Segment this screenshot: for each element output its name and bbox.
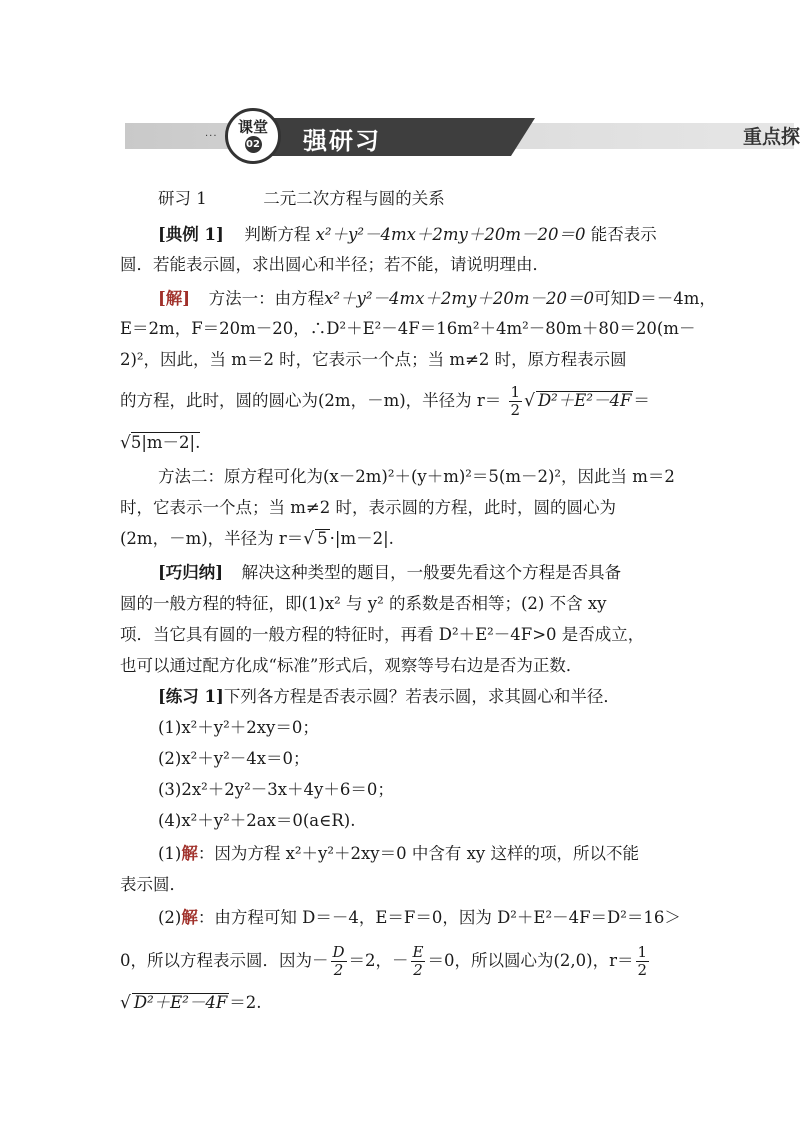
method1-equation: x²＋y²－4mx＋2my＋20m－20＝0	[324, 289, 595, 308]
solution-tag: [解]	[158, 289, 191, 308]
sqrt-icon: √	[120, 433, 131, 453]
answer2-result: ＝2.	[229, 993, 262, 1012]
banner-dots: ···	[205, 131, 218, 142]
example-line-1	[158, 224, 718, 246]
section-title: 二元二次方程与圆的关系	[263, 189, 445, 208]
classroom-badge	[225, 108, 281, 164]
exercise-prompt	[158, 686, 718, 708]
solution-line-1	[158, 288, 718, 310]
radius-value: 5|m－2|.	[130, 433, 201, 452]
frac-numerator: E	[412, 943, 424, 961]
summary-line-1	[158, 562, 718, 584]
answer2-text: ：由方程可知 D＝－4，E＝F＝0，因为 D²＋E²－4F＝D²＝16＞	[197, 908, 681, 927]
answer1-tag: 解	[181, 844, 198, 863]
badge-label: 课堂	[237, 118, 268, 136]
sqrt-content: D²＋E²－4F	[133, 993, 228, 1012]
frac-numerator: 1	[510, 383, 521, 401]
answer2-line-2	[120, 944, 680, 979]
frac-denominator: 2	[510, 401, 521, 419]
answer2-mid2: ＝0，所以圆心为(2,0)，r＝	[427, 951, 634, 970]
summary-line-2: 圆的一般方程的特征，即(1)x² 与 y² 的系数是否相等；(2) 不含 xy	[120, 594, 607, 613]
answer1-line-1	[158, 843, 718, 865]
example-tag: [典例 1]	[158, 225, 224, 244]
example-equation: x²＋y²－4mx＋2my＋20m－20＝0	[315, 225, 586, 244]
answer1-number: (1)	[158, 844, 182, 863]
frac-numerator: 1	[637, 943, 648, 961]
banner-title: 强研习	[303, 127, 381, 155]
banner-right-text: 重点探	[743, 126, 800, 148]
exercise-item: (2)x²＋y²－4x＝0；	[158, 749, 310, 768]
method2-line-2: 时，它表示一个点；当 m≠2 时，表示圆的方程，此时，圆的圆心为	[120, 498, 616, 517]
frac-denominator: 2	[637, 961, 648, 979]
answer2-head: 0，所以方程表示圆．因为－	[120, 951, 329, 970]
exercise-tag: [练习 1]	[158, 687, 224, 706]
exercise-item: (3)2x²＋2y²－3x＋4y＋6＝0；	[158, 780, 394, 799]
method1-label: 方法一：由方程	[208, 289, 325, 308]
exercise-text: 下列各方程是否表示圆？若表示圆，求其圆心和半径．	[223, 687, 620, 706]
method2-tail: ·|m－2|.	[329, 529, 394, 548]
method2-line-1: 方法二：原方程可化为(x－2m)²＋(y＋m)²＝5(m－2)²，因此当 m＝2	[158, 467, 675, 486]
answer2-number: (2)	[158, 908, 182, 927]
method1-tail: 可知D＝－4m，	[594, 289, 716, 308]
sqrt-icon: √	[120, 993, 131, 1013]
sqrt-content: D²＋E²－4F	[537, 391, 632, 410]
section-banner	[125, 118, 800, 155]
answer2-mid1: ＝2，－	[348, 951, 409, 970]
solution-line-4	[120, 384, 680, 419]
section-label: 研习 1	[158, 189, 207, 208]
summary-line-4: 也可以通过配方化成“标准”形式后，观察等号右边是否为正数．	[120, 656, 583, 675]
solution-line-3: 2)²，因此，当 m＝2 时，它表示一个点；当 m≠2 时，原方程表示圆	[120, 350, 627, 369]
example-tail: 能否表示	[590, 225, 657, 244]
answer2-line-1	[158, 907, 718, 929]
exercise-item: (4)x²＋y²＋2ax＝0(a∈R).	[158, 811, 356, 830]
summary-text: 解决这种类型的题目，一般要先看这个方程是否具备	[241, 563, 622, 582]
example-line-2: 圆．若能表示圆，求出圆心和半径；若不能，请说明理由．	[120, 255, 549, 274]
solution-line-5	[120, 432, 680, 454]
answer1-text: ：因为方程 x²＋y²＋2xy＝0 中含有 xy 这样的项，所以不能	[197, 844, 639, 863]
sqrt-icon: √	[303, 529, 315, 549]
fraction-d-over-2	[331, 944, 347, 979]
frac-denominator: 2	[413, 961, 423, 979]
answer2-tag: 解	[181, 908, 198, 927]
answer2-line-3	[120, 992, 680, 1014]
method2-radius: (2m，－m)，半径为 r＝	[120, 529, 304, 548]
fraction-one-half	[509, 384, 523, 419]
solution-line-2: E＝2m，F＝20m－20，∴D²＋E²－4F＝16m²＋4m²－80m＋80＝20(m－	[120, 319, 696, 338]
radius-text: 的方程，此时，圆的圆心为(2m，－m)，半径为 r＝	[120, 391, 502, 410]
fraction-one-half	[636, 944, 650, 979]
frac-numerator: D	[332, 943, 345, 961]
sqrt-five: 5	[317, 529, 328, 548]
exercise-item: (1)x²＋y²＋2xy＝0；	[158, 718, 319, 737]
sqrt-icon: √	[524, 391, 535, 411]
summary-tag: [巧归纳]	[158, 563, 224, 582]
frac-denominator: 2	[333, 961, 344, 979]
equals-sign: ＝	[633, 391, 650, 410]
answer1-line-2: 表示圆．	[120, 875, 186, 894]
method2-line-3	[120, 528, 680, 550]
section-heading	[158, 188, 718, 210]
badge-number: 02	[245, 136, 262, 153]
example-text: 判断方程	[244, 225, 311, 244]
fraction-e-over-2	[411, 944, 426, 979]
summary-line-3: 项．当它具有圆的一般方程的特征时，再看 D²＋E²－4F>0 是否成立，	[120, 625, 645, 644]
